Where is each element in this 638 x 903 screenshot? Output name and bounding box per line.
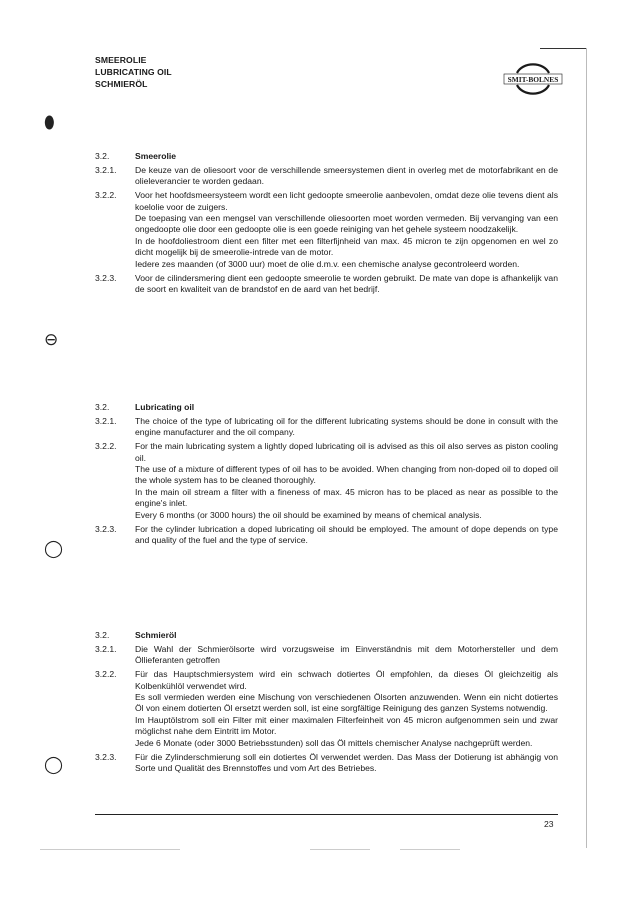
paragraph: Jede 6 Monate (oder 3000 Betriebsstunden) soll das Öl mittels chemischer Analyse nachgeprüft werden. (135, 737, 533, 748)
section-heading (95, 402, 558, 413)
binding-hole-icon: ◯ (44, 755, 64, 775)
item-number: 3.2.2. (95, 441, 117, 452)
section-title: Lubricating oil (135, 402, 195, 412)
paragraph: For the main lubricating system a lightly doped lubricating oil is advised as this oil also serves as piston cooling oil. (135, 441, 558, 463)
section-title: Smeerolie (135, 151, 177, 161)
scan-edge-line (310, 849, 370, 850)
item-number: 3.2.3. (95, 751, 117, 762)
scan-edge-line (40, 849, 180, 850)
item-number: 3.2.1. (95, 164, 117, 175)
item-number: 3.2.1. (95, 643, 117, 654)
page-edge-line (586, 48, 587, 848)
list-item (95, 190, 558, 270)
paragraph: Es soll vermieden werden eine Mischung von verschiedenen Ölsorten anzuwenden. Wenn ein nicht dotiertes Öl von einem dotierten Öl ersetzt werden soll, ist eine sorgfältige Reinigung des ganzen Systems notwendig. (135, 692, 558, 714)
header-line-english: LUBRICATING OIL (95, 67, 172, 77)
section-dutch (95, 151, 558, 298)
scan-edge-line (400, 849, 460, 850)
paragraph: Voor het hoofdsmeersysteem wordt een licht gedoopte smeerolie aanbevolen, omdat deze olie tevens dient als koelolie voor de zuigers. (135, 190, 558, 212)
footer-rule (95, 814, 558, 815)
list-item (95, 416, 558, 439)
list-item (95, 752, 558, 775)
item-number: 3.2.2. (95, 669, 117, 680)
paragraph: Im Hauptölstrom soll ein Filter mit einer maximalen Filterfeinheit von 45 micron aufgenommen sein und zwar möglichst nahe dem Eintritt im Motor. (135, 714, 558, 737)
paragraph: The use of a mixture of different types of oil has to be avoided. When changing from non-doped oil to doped oil the whole system has to be cleaned thoroughly. (135, 464, 558, 486)
paragraph: Voor de cilindersmering dient een gedoopte smeerolie te worden gebruikt. De mate van dope is afhankelijk van de soort en kwaliteit van de brandstof en de aard van het bedrijf. (135, 272, 558, 294)
section-heading (95, 151, 558, 162)
paragraph: Für die Zylinderschmierung soll ein dotiertes Öl verwendet werden. Das Mass der Dotierung ist abhängig von Sorte und Qualität des Brennstoffes und vom Art des Betriebes. (135, 751, 558, 773)
item-number: 3.2.2. (95, 190, 117, 201)
section-english (95, 402, 558, 549)
item-number: 3.2.1. (95, 415, 117, 426)
smit-bolnes-logo (503, 60, 563, 98)
section-number: 3.2. (95, 151, 110, 161)
paragraph: De keuze van de oliesoort voor de verschillende smeersystemen dient in overleg met de motorfabrikant en de olieleverancier te worden gedaan. (135, 164, 558, 187)
paragraph: For the cylinder lubrication a doped lubricating oil should be employed. The amount of dope depends on type and quality of the fuel and the type of service. (135, 523, 558, 545)
binding-hole-icon: ⊖ (44, 330, 59, 350)
page-number: 23 (544, 819, 554, 829)
paragraph: In the main oil stream a filter with a fineness of max. 45 micron has to be placed as near as possible to the engine's inlet. (135, 486, 558, 509)
item-number: 3.2.3. (95, 272, 117, 283)
paragraph: De toepasing van een mengsel van verschillende oliesoorten moet worden vermeden. Bij vervanging van een ongedoopte olie door een gedoopte olie is een goede reiniging van het gehele systeem noodzakelijk. (135, 213, 558, 235)
section-number: 3.2. (95, 402, 110, 412)
list-item (95, 669, 558, 749)
top-corner-rule (540, 48, 586, 49)
section-german (95, 630, 558, 777)
list-item (95, 441, 558, 521)
logo-wordmark: SMIT-BOLNES (507, 75, 559, 84)
list-item (95, 644, 558, 667)
binding-hole-icon: ◯ (44, 539, 64, 559)
list-item (95, 165, 558, 188)
header-line-dutch: SMEEROLIE (95, 55, 147, 65)
paragraph: Für das Hauptschmiersystem wird ein schwach dotiertes Öl empfohlen, da dieses Öl gleichzeitig als Kolbenkühlöl verwendet wird. (135, 669, 558, 691)
list-item (95, 524, 558, 547)
document-header (95, 54, 172, 90)
paragraph: Iedere zes maanden (of 3000 uur) moet de olie d.m.v. een chemische analyse gecontroleerd worden. (135, 258, 520, 269)
list-item (95, 273, 558, 296)
paragraph: Every 6 months (or 3000 hours) the oil should be examined by means of chemical analysis. (135, 509, 482, 520)
section-title: Schmieröl (135, 630, 177, 640)
section-number: 3.2. (95, 630, 110, 640)
paragraph: In de hoofdoliestroom dient een filter met een filterfijnheid van max. 45 micron te zijn opgenomen en wel zo dicht mogelijk bij de smeerolie-intrede van de motor. (135, 235, 558, 258)
binding-hole-icon: ⬮ (44, 113, 55, 133)
paragraph: Die Wahl der Schmierölsorte wird vorzugsweise im Einverständnis mit dem Motorhersteller und dem Öllieferanten getroffen (135, 643, 558, 666)
header-line-german: SCHMIERÖL (95, 79, 148, 89)
paragraph: The choice of the type of lubricating oil for the different lubricating systems should be done in consult with the engine manufacturer and the oil company. (135, 415, 558, 438)
item-number: 3.2.3. (95, 523, 117, 534)
section-heading (95, 630, 558, 641)
